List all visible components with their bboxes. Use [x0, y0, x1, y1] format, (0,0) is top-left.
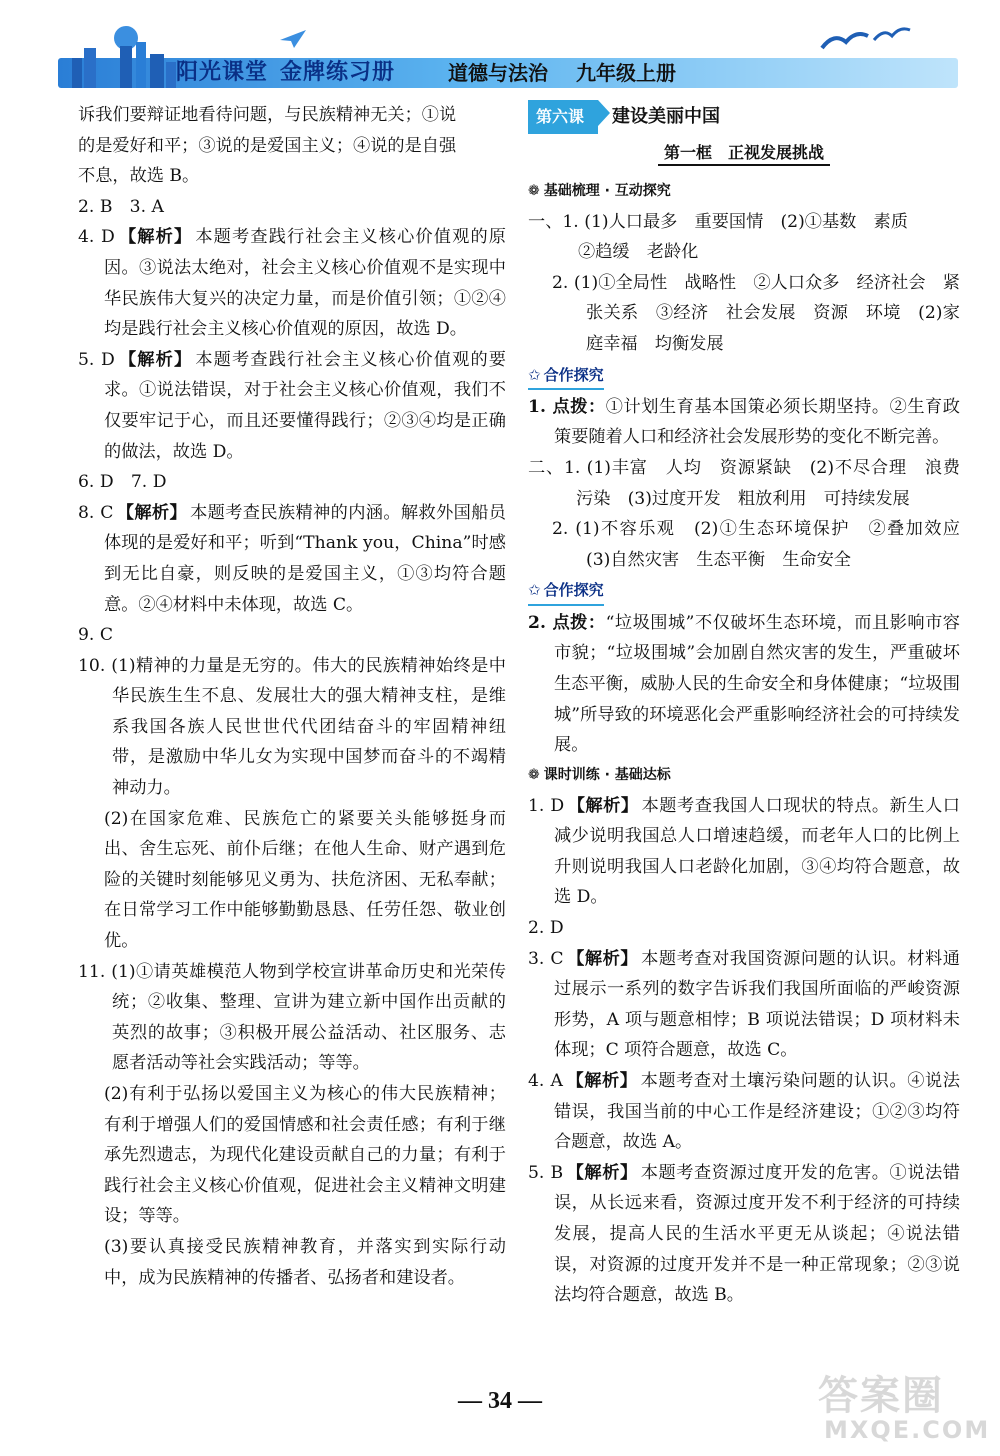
answer-item — [78, 345, 506, 467]
answer-item — [528, 1066, 960, 1158]
section-title: 基础梳理 · 互动探究 — [543, 183, 671, 200]
paper-plane-icon — [280, 30, 306, 48]
page-number: — 34 — — [458, 1388, 542, 1414]
brand-subtitle: 金牌练习册 — [280, 60, 396, 85]
left-column — [78, 100, 506, 1293]
answer-line: 2. B 3. A — [78, 196, 164, 217]
analysis-tag: 【解析】 — [567, 795, 639, 816]
section-heading — [528, 761, 960, 791]
cooperation-title: 合作探究 — [543, 365, 604, 384]
cooperation-title: 合作探究 — [543, 581, 604, 600]
watermark — [818, 1364, 991, 1450]
star-icon: ✩ — [528, 581, 541, 600]
analysis-tag: 【解析】 — [116, 502, 188, 523]
hint-label: 1. 点拨： — [528, 396, 606, 417]
answer-item: 2. (1)不容乐观 (2)①生态环境保护 ②叠加效应 (3)自然灾害 生态平衡 生命安全 — [552, 519, 978, 570]
answer-item: 2. (1)①全局性 战略性 ②人口众多 经济社会 紧张关系 ③经济 社会发展 资源 环境 (2)家庭幸福 均衡发展 — [552, 272, 960, 354]
answer-item: (2)在国家危难、民族危亡的紧要关头能够挺身而出、舍生忘死、前仆后继；在他人生命、财产遇到危险的关键时刻能够见义勇为、扶危济困、无私奉献；在日常学习工作中能够勤勤恳恳、任劳任怨、敬业创优。 — [104, 808, 506, 952]
answer-line: 9. C — [78, 625, 114, 646]
answer-item: 二、1. (1)丰富 人均 资源紧缺 (2)不尽合理 浪费 污染 (3)过度开发 粗放利用 可持续发展 — [528, 458, 978, 509]
analysis-tag: 【解析】 — [117, 349, 193, 370]
analysis-tag: 【解析】 — [566, 1162, 638, 1183]
answer-number: 4. D — [78, 227, 115, 248]
answer-text: 本题考查我国人口现状的特点。新生人口减少说明我国总人口增速趋缓，而老年人口的比例上升则说明我国人口老龄化加剧，③④均符合题意，故选 D。 — [554, 795, 960, 908]
hint-text: “垃圾围城”不仅破坏生态环境，而且影响市容市貌；“垃圾围城”会加剧自然灾害的发生，严重破坏生态平衡，威胁人民的生命安全和身体健康；“垃圾围城”所导致的环境恶化会严重影响经济社会的可持续发展。 — [554, 612, 960, 756]
brand-name: 阳光课堂 — [176, 60, 269, 85]
answer-item — [528, 392, 960, 453]
answer-number: 5. D — [78, 349, 115, 370]
answer-item — [528, 1158, 960, 1311]
answer-text: 本题考查对我国资源问题的认识。材料通过展示一系列的数字告诉我们我国所面临的严峻资源形势，A 项与题意相悖；B 项说法错误；D 项材料未体现；C 项符合题意，故选 C。 — [554, 948, 960, 1061]
answer-text: 本题考查践行社会主义核心价值观的要求。①说法错误，对于社会主义核心价值观，我们不仅要牢记于心，而且还要懂得践行；②③④均是正确的做法，故选 D。 — [104, 349, 506, 462]
answer-item: (2)有利于弘扬以爱国主义为核心的伟大民族精神；有利于增强人们的爱国情感和社会责任感；有利于继承先烈遗志，为现代化建设贡献自己的力量；有利于践行社会主义核心价值观，促进社会主义精神文明建设；等等。 — [104, 1084, 506, 1227]
grade-name: 九年级上册 — [576, 61, 676, 85]
answer-item — [528, 608, 960, 761]
answer-line: 6. D 7. D — [78, 472, 167, 493]
analysis-tag: 【解析】 — [565, 1071, 638, 1092]
text-line: 的是爱好和平；③说的是爱国主义；④说的是自强 — [78, 135, 457, 156]
watermark-top: 答案圈 — [818, 1373, 944, 1419]
answer-item — [528, 944, 960, 1066]
birds-icon — [812, 18, 922, 60]
answer-item — [528, 791, 960, 913]
flower-icon: ❁ — [528, 183, 540, 200]
lesson-heading — [528, 100, 960, 134]
analysis-tag: 【解析】 — [117, 227, 193, 248]
text-line: 不息，故选 B。 — [78, 166, 200, 187]
subject-name: 道德与法治 — [448, 61, 548, 85]
section-heading — [528, 177, 960, 207]
hint-text: ①计划生育基本国策必须长期坚持。②生育政策要随着人口和经济社会发展形势的变化不断完善。 — [554, 396, 960, 448]
answer-text: 本题考查民族精神的内涵。解救外国船员体现的是爱好和平；听到“Thank you，China”时感到无比自豪，则反映的是爱国主义，①③均符合题意。②④材料中未体现，故选 C。 — [104, 502, 506, 615]
right-column — [528, 100, 978, 1311]
answer-item: (3)要认真接受民族精神教育，并落实到实际行动中，成为民族精神的传播者、弘扬者和建设者。 — [104, 1236, 506, 1288]
answer-text: 本题考查践行社会主义核心价值观的原因。③说法太绝对，社会主义核心价值观不是实现中华民族伟大复兴的决定力量，而是价值引领；①②④均是践行社会主义核心价值观的原因，故选 D。 — [104, 227, 506, 340]
cooperation-heading — [528, 362, 604, 390]
subject-title — [448, 58, 704, 88]
page-header — [58, 18, 958, 90]
answer-item: 11. (1)①请英雄模范人物到学校宣讲革命历史和光荣传统；②收集、整理、宣讲为建立新中国作出贡献的英烈的故事；③积极开展公益活动、社区服务、志愿者活动等社会实践活动；等等。 — [78, 961, 506, 1074]
star-icon: ✩ — [528, 365, 541, 384]
answer-text: 本题考查资源过度开发的危害。①说法错误，从长远来看，资源过度开发不利于经济的可持续发展，提高人民的生活水平更无从谈起；④说法错误，对资源的过度开发并不是一种正常现象；②③说法均符合题意，故选 B。 — [554, 1162, 960, 1306]
frame-title — [528, 138, 960, 169]
answer-item: 一、1. (1)人口最多 重要国情 (2)①基数 素质 — [528, 211, 908, 232]
skyline-icon — [66, 18, 186, 90]
lesson-tag: 第六课 — [528, 100, 598, 135]
watermark-bottom: MXQE.COM — [824, 1416, 991, 1444]
analysis-tag: 【解析】 — [566, 948, 639, 969]
answer-item — [78, 498, 506, 620]
answer-text: 本题考查对土壤污染问题的认识。④说法错误，我国当前的中心工作是经济建设；①②③均符合题意，故选 A。 — [554, 1071, 960, 1153]
answer-number: 8. C — [78, 502, 114, 523]
answer-number: 1. D — [528, 795, 565, 816]
answer-number: 3. C — [528, 948, 564, 969]
cooperation-heading — [528, 578, 604, 606]
answer-item: 10. (1)精神的力量是无穷的。伟大的民族精神始终是中华民族生生不息、发展壮大的强大精神支柱，是维系我国各族人民世世代代团结奋斗的牢固精神纽带，是激励中华儿女为实现中国梦而奋斗的不竭精神动力。 — [78, 655, 506, 799]
answer-line: 2. D — [528, 918, 564, 939]
frame-title-text: 第一框 正视发展挑战 — [658, 143, 830, 166]
flower-icon: ❁ — [528, 767, 540, 784]
answer-number: 5. B — [528, 1162, 564, 1183]
answer-number: 4. A — [528, 1071, 563, 1092]
text-line: 诉我们要辩证地看待问题，与民族精神无关；①说 — [78, 105, 457, 125]
lesson-title: 建设美丽中国 — [612, 105, 721, 127]
hint-label: 2. 点拨： — [528, 612, 606, 633]
answer-item — [78, 222, 506, 344]
answer-item: ②趋缓 老龄化 — [578, 242, 699, 263]
brand-title — [176, 58, 395, 88]
section-title: 课时训练 · 基础达标 — [543, 767, 671, 784]
